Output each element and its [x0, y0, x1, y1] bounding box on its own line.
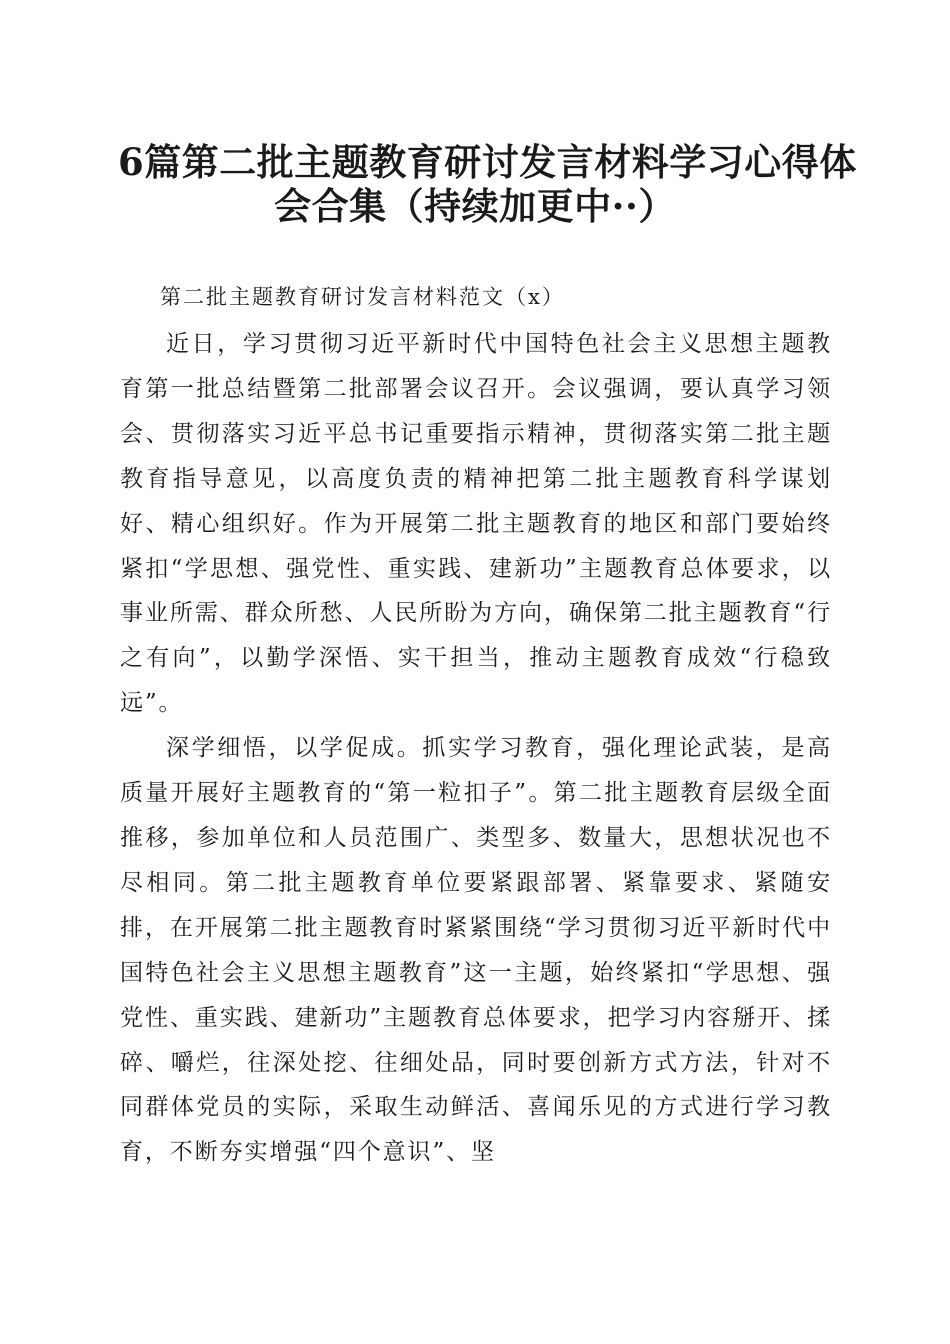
- document-body: [120, 322, 832, 1175]
- paragraph-1: 近日，学习贯彻习近平新时代中国特色社会主义思想主题教育第一批总结暨第二批部署会议召开。会议强调，要认真学习领会、贯彻落实习近平总书记重要指示精神，贯彻落实第二批主题教育指导意见，以高度负责的精神把第二批主题教育科学谋划好、精心组织好。作为开展第二批主题教育的地区和部门要始终紧扣“学思想、强党性、重实践、建新功”主题教育总体要求，以事业所需、群众所愁、人民所盼为方向，确保第二批主题教育“行之有向”，以勤学深悟、实干担当，推动主题教育成效“行稳致远”。: [120, 331, 832, 717]
- title-line-1: 6篇第二批主题教育研讨发言材料学习心得体: [118, 140, 857, 184]
- paragraph-2: 深学细悟，以学促成。抓实学习教育，强化理论武装，是高质量开展好主题教育的“第一粒扣子”。第二批主题教育层级全面推移，参加单位和人员范围广、类型多、数量大，思想状况也不尽相同。第二批主题教育单位要紧跟部署、紧靠要求、紧随安排，在开展第二批主题教育时紧紧围绕“学习贯彻习近平新时代中国特色社会主义思想主题教育”这一主题，始终紧扣“学思想、强党性、重实践、建新功”主题教育总体要求，把学习内容掰开、揉碎、嚼烂，往深处挖、往细处品，同时要创新方式方法，针对不同群体党员的实际，采取生动鲜活、喜闻乐见的方式进行学习教育，不断夯实增强“四个意识”、坚: [120, 735, 832, 1166]
- title-line-2: 会合集（持续加更中··）: [274, 184, 676, 228]
- section-subtitle: 第二批主题教育研讨发言材料范文（x）: [160, 285, 565, 309]
- document-title: [118, 140, 857, 228]
